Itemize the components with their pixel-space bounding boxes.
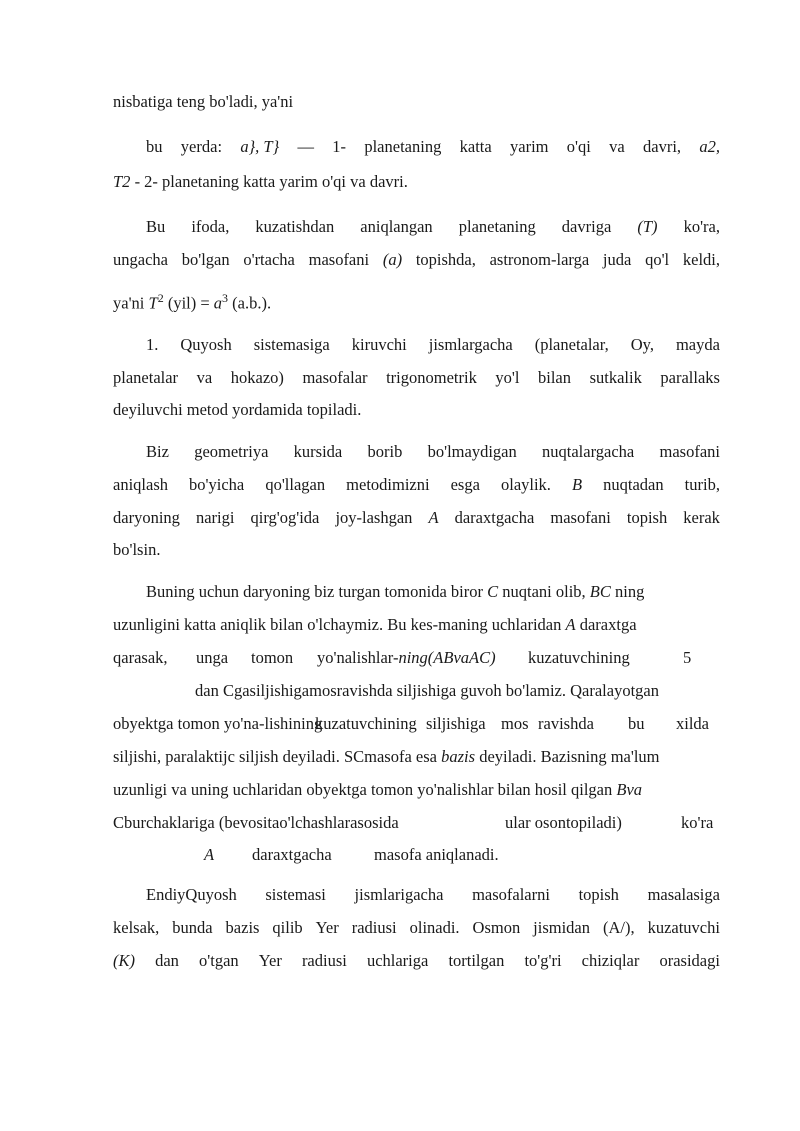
text-line: uzunligini katta aniqlik bilan o'lchaymiz. Bu kes-maning uchlaridan A daraxtga bbox=[113, 615, 637, 634]
text-line: bo'lsin. bbox=[113, 540, 161, 559]
text-line: nisbatiga teng bo'ladi, ya'ni bbox=[113, 92, 294, 111]
math-variable: T2 bbox=[113, 172, 131, 191]
text-line: uzunligi va uning uchlaridan obyektga tomon yo'nalishlar bilan hosil qilgan Bva bbox=[113, 780, 643, 799]
text-line: Biz geometriya kursida borib bo'lmaydigan nuqtalargacha masofani bbox=[146, 442, 720, 461]
text-line: EndiyQuyosh sistemasi jismlarigacha masofalarni topish masalasiga bbox=[146, 885, 720, 904]
text-line: (K) dan o'tgan Yer radiusi uchlariga tortilgan to'g'ri chiziqlar orasidagi bbox=[113, 951, 720, 970]
text-line: kelsak, bunda bazis qilib Yer radiusi olinadi. Osmon jismidan (A/), kuzatuvchi bbox=[113, 918, 720, 937]
formula-line: ya'ni $T^2$ $(yil) = a^3$ (a.b.). bbox=[113, 291, 272, 313]
text-line: Buning uchun daryoning biz turgan tomonida biror C nuqtani olib, BC ning bbox=[146, 582, 645, 601]
text-line: T2 - 2- planetaning katta yarim o'qi va davri. bbox=[113, 172, 408, 191]
text-line: ungacha bo'lgan o'rtacha masofani (a) topishda, astronom-larga juda qo'l keldi, bbox=[113, 250, 720, 269]
document-page: nisbatiga teng bo'ladi, ya'ni bu yerda: a}, T} — 1- planetaning katta yarim o'qi va davri, a2, T2 - 2- planetaning katta yarim o'qi va davri. Bu ifoda, kuzatishdan aniqlangan planetaning davriga (T) ko'ra, ungacha bo'lgan o'rtacha masofani (a) topishda, astronom-larga juda qo'l keldi, ya'ni $T^2$ $(yil) = a^3$ (a.b.). 1. Quyosh sistemasiga kiruvchi jismlargacha (planetalar, Oy, mayda planetalar va hokazo) masofalar trigonometrik yo'l bilan sutkalik parallaks deyiluvchi metod yordamida topiladi. Biz geometriya kursida borib bo'lmaydigan nuqtalargacha masofani aniqlash bo'yicha qo'llagan metodimizni esga olaylik. B nuqtadan turib, daryoning narigi qirg'og'ida joy-lashgan A daraxtgacha masofani topish kerak bo'lsin. Buning uchun daryoning biz turgan tomonida biror C nuqtani olib, BC ning uzunligini katta aniqlik bilan o'lchaymiz. Bu kes-maning uchlaridan A daraxtga qarasak, unga tomon yo'nalishlar-ning(ABvaAC) kuzatuvchining 5 dan Cgasiljishigamosravishda siljishiga guvoh bo'lamiz. Qaralayotgan obyektga tomon yo'na-lishining kuzatuvchining siljishiga mos ravishda bu xilda siljishi, paralaktijc siljish deyiladi. SCmasofa esa bazis deyiladi. Bazisning ma'lum uzunligi va uning uchlaridan obyektga tomon yo'nalishlar bilan hosil qilgan Bva Cburchaklariga (bevositao'lchashlarasosida ular osontopiladi) ko'ra A daraxtgacha masofa aniqlanadi. EndiyQuyosh sistemasi jismlarigacha masofalarni topish masalasiga kelsak, bunda bazis qilib Yer radiusi olinadi. Osmon jismidan (A/), kuzatuvchi (K) dan o'tgan Yer radiusi uchlariga tortilgan to'g'ri chiziqlar orasidagi bbox=[113, 92, 720, 970]
text-line: aniqlash bo'yicha qo'llagan metodimizni esga olaylik. B nuqtadan turib, bbox=[113, 475, 720, 494]
text-line: siljishi, paralaktijc siljish deyiladi. SCmasofa esa bazis deyiladi. Bazisning ma'lum bbox=[113, 747, 660, 766]
text-line: Bu ifoda, kuzatishdan aniqlangan planetaning davriga (T) ko'ra, bbox=[146, 217, 720, 236]
text-line: dan Cgasiljishigamosravishda siljishiga guvoh bo'lamiz. Qaralayotgan bbox=[195, 681, 659, 700]
text-line: daryoning narigi qirg'og'ida joy-lashgan A daraxtgacha masofani topish kerak bbox=[113, 508, 720, 527]
text-line: bu yerda: a}, T} — 1- planetaning katta yarim o'qi va davri, a2, bbox=[146, 137, 720, 156]
text-line: planetalar va hokazo) masofalar trigonometrik yo'l bilan sutkalik parallaks bbox=[113, 368, 720, 387]
text-line: 1. Quyosh sistemasiga kiruvchi jismlargacha (planetalar, Oy, mayda bbox=[146, 335, 720, 354]
text-line: deyiluvchi metod yordamida topiladi. bbox=[113, 400, 362, 419]
